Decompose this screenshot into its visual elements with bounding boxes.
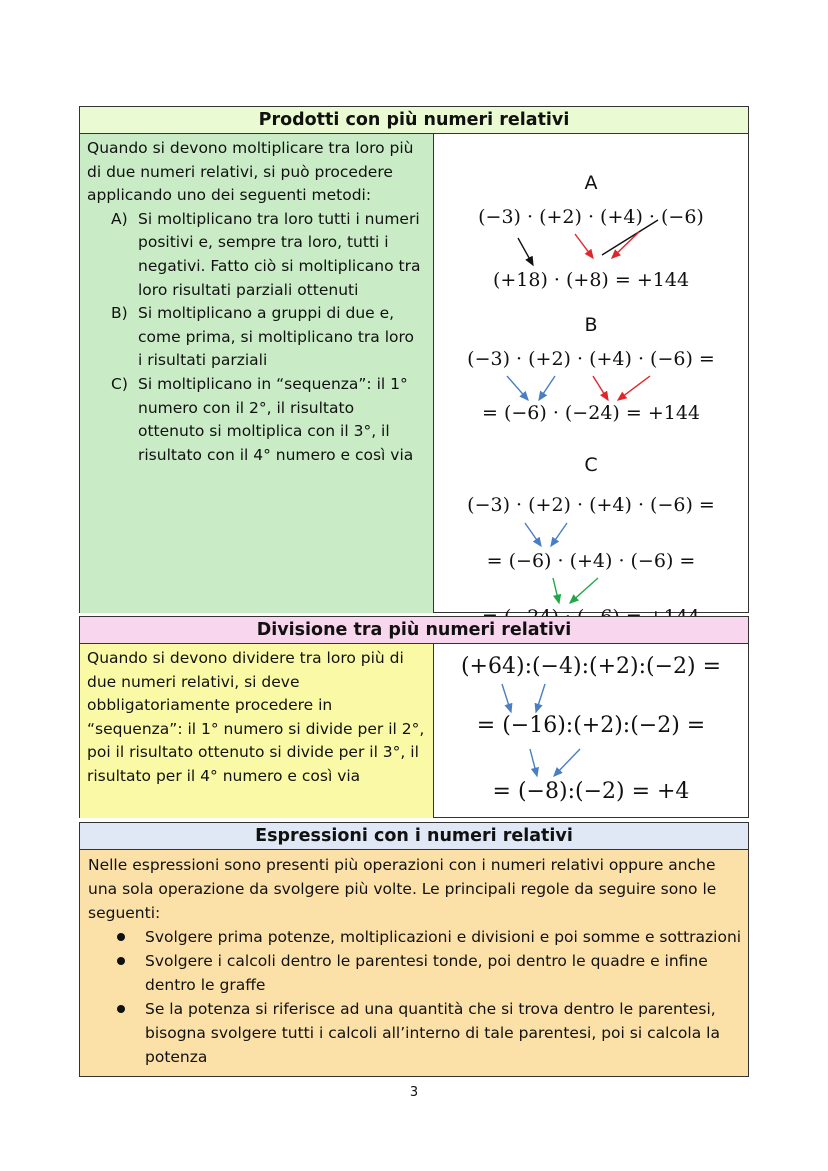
divisione-line2: = (−16):(+2):(−2) =: [476, 713, 706, 738]
arrow-c-green-2: [570, 578, 598, 603]
rule-item: Svolgere i calcoli dentro le parentesi tonde, poi dentro le quadre e infine dentro le graffe: [112, 949, 742, 997]
arrow-c-blue-2: [551, 523, 567, 546]
arrow-a-black-long: [602, 220, 658, 255]
divisione-examples: [434, 644, 748, 818]
example-b-line2: = (−6) · (−24) = +144: [481, 402, 701, 424]
divisione-section: [79, 616, 749, 818]
arrow-b-blue-1: [507, 376, 528, 400]
prodotti-intro: Quando si devono moltiplicare tra loro più di due numeri relativi, si può procedere applicando uno dei seguenti metodi:: [87, 139, 414, 205]
prodotti-section: [79, 106, 749, 613]
example-a-letter: A: [584, 172, 598, 194]
rule-item: Se la potenza si riferisce ad una quantità che si trova dentro le parentesi, bisogna svolgere tutti i calcoli all’interno di tale parentesi, poi si calcola la potenza: [112, 997, 742, 1069]
method-c: C) Si moltiplicano in “sequenza”: il 1° numero con il 2°, il risultato ottenuto si moltiplica con il 3°, il risultato con il 4° numero e così via: [111, 374, 414, 464]
arrow-c-blue-1: [525, 523, 541, 546]
arrow-a-red-1: [575, 234, 593, 258]
bullet-icon: [117, 933, 125, 941]
prodotti-text: [80, 134, 434, 613]
divisione-text: Quando si devono dividere tra loro più di due numeri relativi, si deve obbligatoriamente procedere in “sequenza”: il 1° numero si divide per il 2°, poi il risultato ottenuto si divide per il 3°, il risultato per il 4° numero e così via: [80, 644, 434, 818]
arrow-div-4: [554, 749, 580, 776]
example-b-letter: B: [584, 314, 598, 336]
example-a-line1: (−3) · (+2) · (+4) · (−6): [478, 206, 704, 228]
arrow-b-red-2: [618, 376, 650, 400]
arrows-a: [518, 220, 658, 265]
arrows-c: [525, 523, 598, 603]
rule-item: Svolgere prima potenze, moltiplicazioni e divisioni e poi somme e sottrazioni: [112, 925, 742, 949]
arrow-div-2: [536, 684, 545, 712]
method-a: A) Si moltiplicano tra loro tutti i numeri positivi e, sempre tra loro, tutti i negativi. Fatto ciò si moltiplicano tra loro risultati parziali ottenuti: [111, 209, 421, 299]
example-c-line2: = (−6) · (+4) · (−6) =: [486, 550, 696, 572]
example-b-line1: (−3) · (+2) · (+4) · (−6) =: [467, 348, 715, 370]
arrow-div-3: [530, 749, 537, 776]
example-c-line1: (−3) · (+2) · (+4) · (−6) =: [467, 494, 715, 516]
arrow-b-blue-2: [539, 376, 555, 400]
arrow-div-1: [502, 684, 511, 712]
prodotti-examples: [434, 134, 748, 613]
example-a-line2: (+18) · (+8) = +144: [492, 269, 690, 291]
method-b: B) Si moltiplicano a gruppi di due e, come prima, si moltiplicano tra loro i risultati parziali: [111, 304, 415, 370]
arrow-b-red-1: [593, 376, 608, 400]
bullet-icon: [117, 957, 125, 965]
arrows-b: [507, 376, 650, 400]
espressioni-section: [79, 822, 749, 1077]
example-c-letter: C: [584, 454, 598, 476]
prodotti-arrows: [434, 134, 749, 613]
espressioni-body: [80, 850, 748, 1069]
page-number: 3: [409, 1085, 419, 1100]
divisione-title: Divisione tra più numeri relativi: [80, 617, 748, 644]
espressioni-intro: Nelle espressioni sono presenti più operazioni con i numeri relativi oppure anche una sola operazione da svolgere più volte. Le principali regole da seguire sono le seguenti:: [88, 856, 717, 922]
divisione-line1: (+64):(−4):(+2):(−2) =: [460, 654, 722, 679]
divisione-arrows: [434, 644, 749, 818]
rules-list: [88, 925, 742, 1069]
arrow-a-red-2: [612, 232, 639, 258]
arrow-a-black: [518, 238, 533, 265]
espressioni-title: Espressioni con i numeri relativi: [80, 823, 748, 850]
prodotti-title: Prodotti con più numeri relativi: [80, 107, 748, 134]
divisione-line3: = (−8):(−2) = +4: [492, 779, 690, 804]
bullet-icon: [117, 1005, 125, 1013]
arrow-c-green-1: [553, 578, 559, 603]
methods-list: [87, 208, 427, 468]
